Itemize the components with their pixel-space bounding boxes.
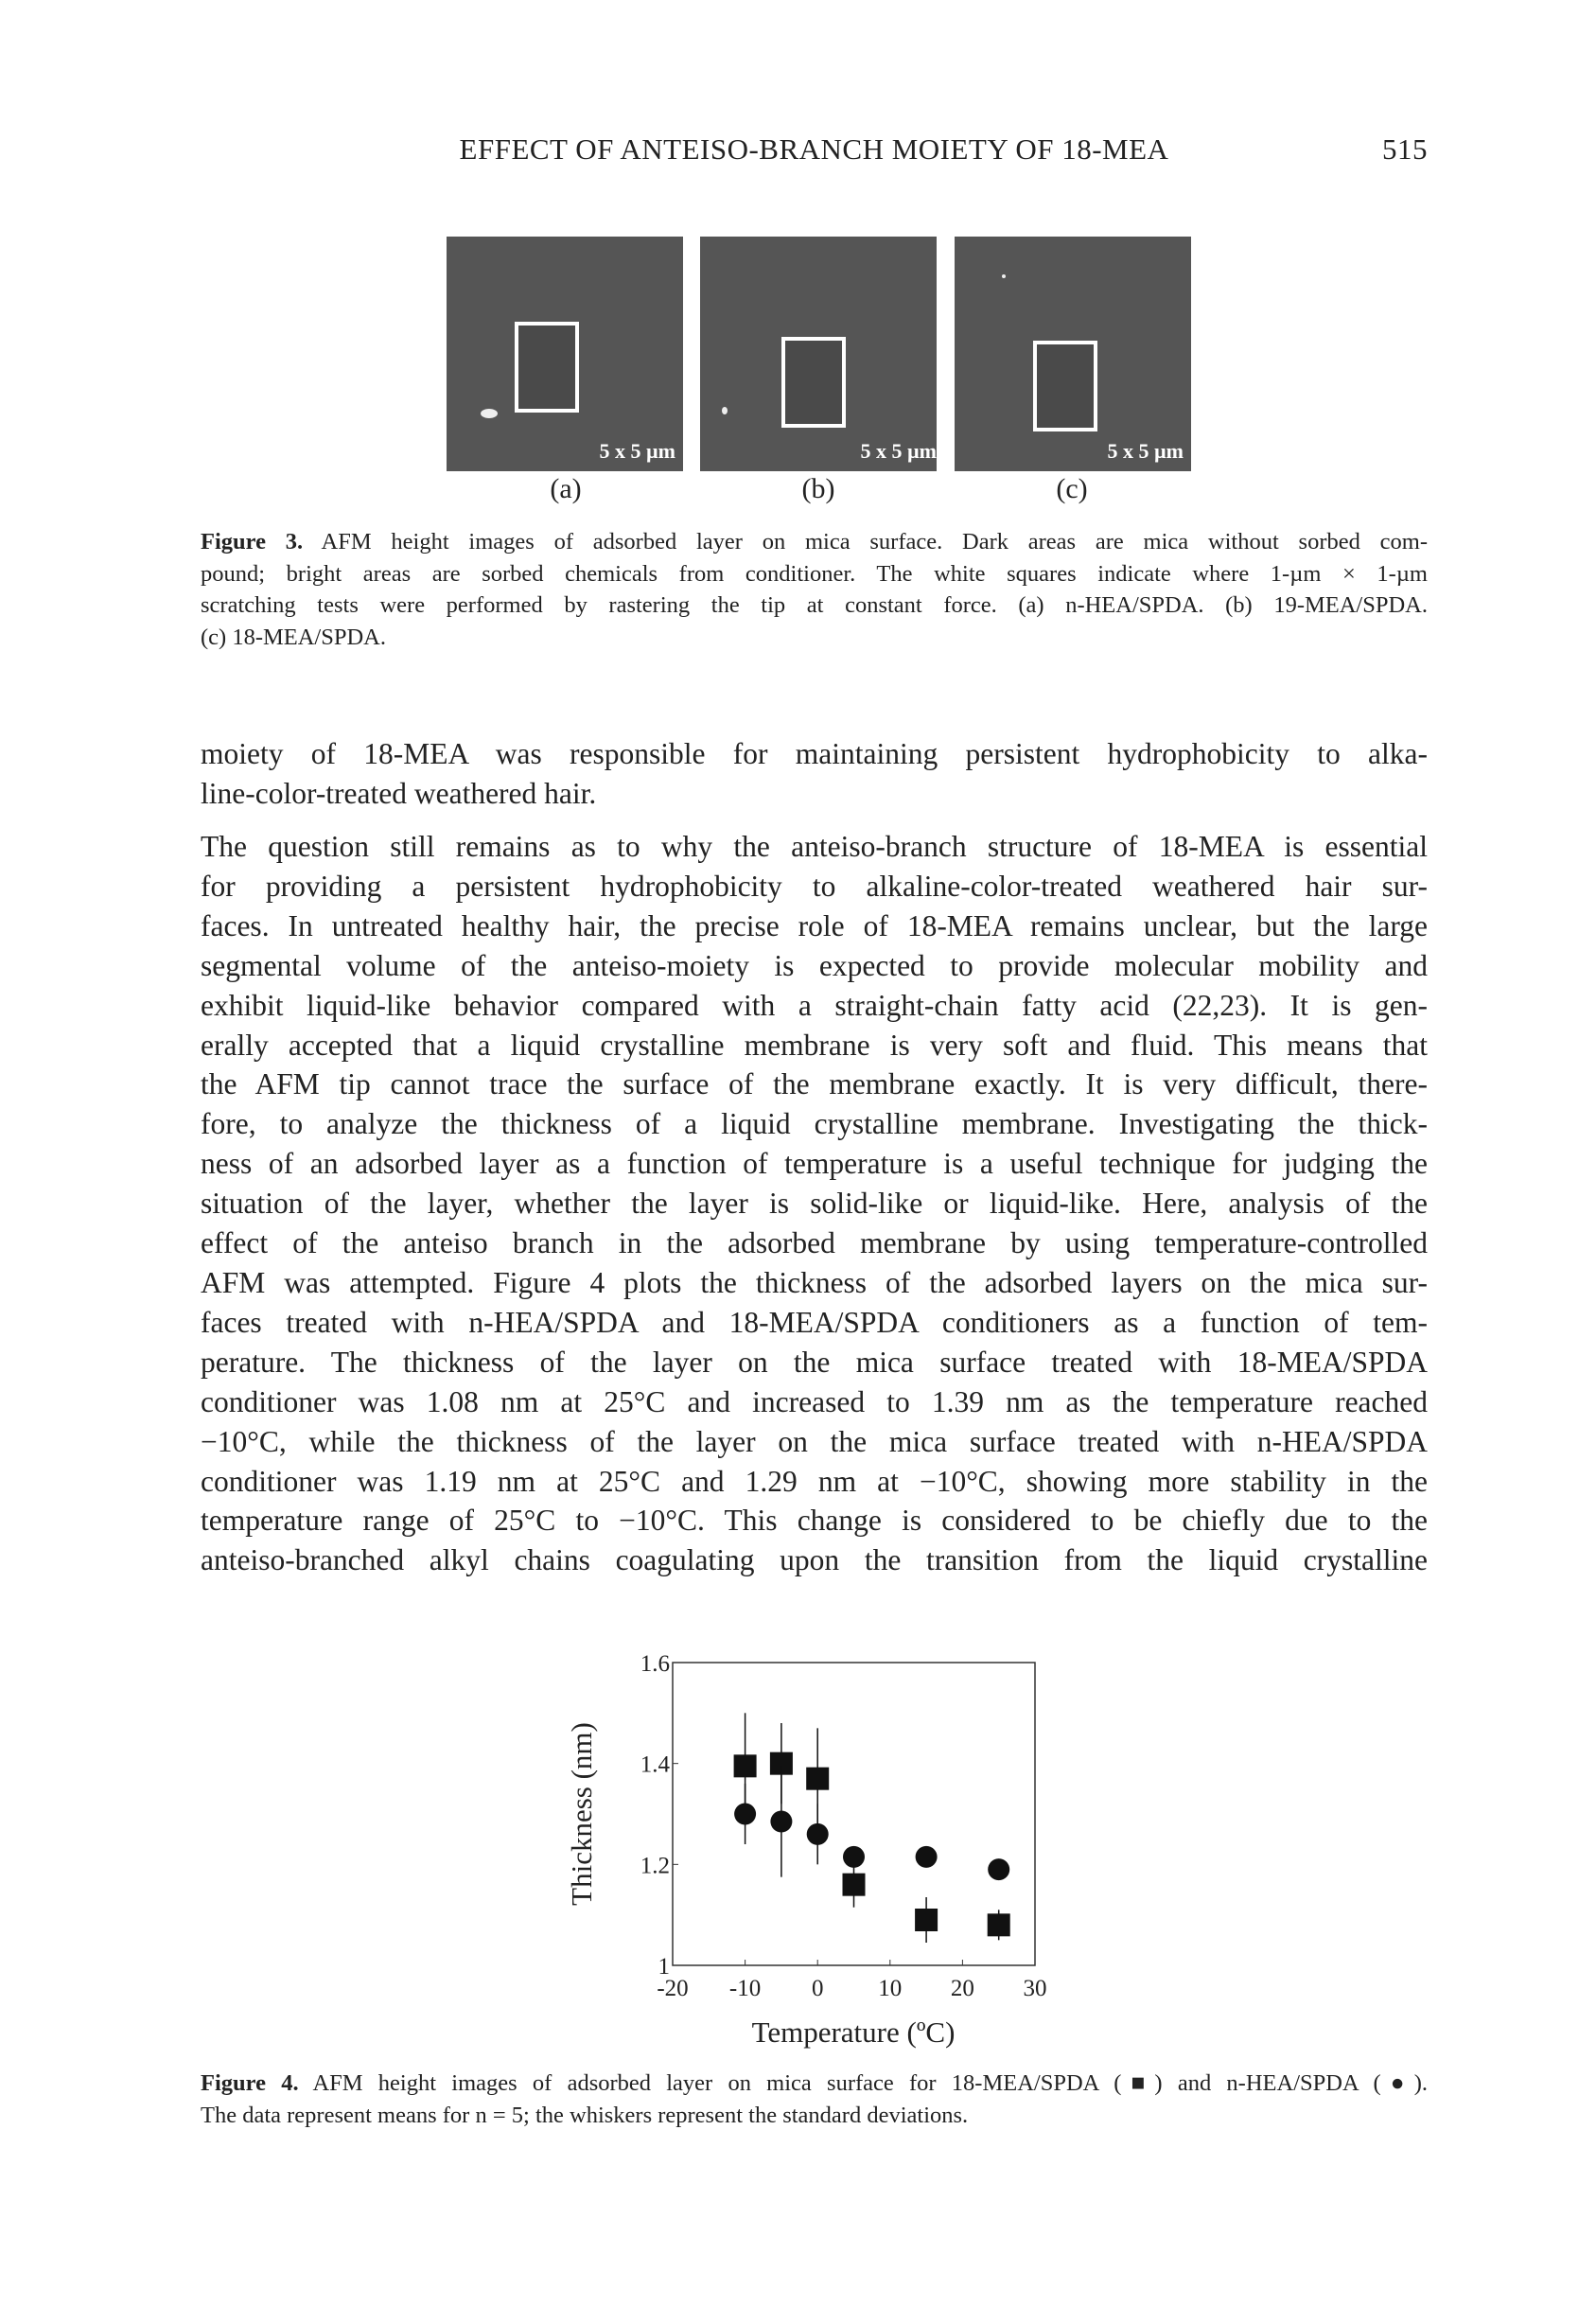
- text-line: temperature range of 25°C to −10°C. This change is considered to be chiefly due to the: [201, 1504, 1428, 1538]
- text-line: anteiso-branched alkyl chains coagulating upon the transition from the liquid crystalline: [201, 1543, 1428, 1577]
- caption-line: scratching tests were performed by rastering the tip at constant force. (a) n-HEA/SPDA. (b) 19-MEA/SPDA.: [201, 592, 1428, 619]
- text-line: conditioner was 1.08 nm at 25°C and increased to 1.39 nm as the temperature reached: [201, 1384, 1428, 1418]
- running-title: EFFECT OF ANTEISO-BRANCH MOIETY OF 18-MEA: [459, 132, 1169, 166]
- scale-label: 5 x 5 µm: [860, 439, 937, 463]
- text-line: situation of the layer, whether the layer is solid-like or liquid-like. Here, analysis of the: [201, 1187, 1428, 1221]
- bright-speck: [722, 407, 728, 414]
- data-point-circle: [988, 1858, 1009, 1880]
- paragraph-2: [201, 827, 1428, 1580]
- plot-frame: [673, 1663, 1035, 1965]
- panel-label-a: (a): [550, 473, 582, 504]
- caption-line: pound; bright areas are sorbed chemicals from conditioner. The white squares indicate where 1-µm × 1-µm: [201, 560, 1428, 587]
- x-tick-label: -20: [657, 1976, 689, 2001]
- caption-line: (c) 18-MEA/SPDA.: [201, 624, 386, 650]
- text-line: moiety of 18-MEA was responsible for maintaining persistent hydrophobicity to alka-: [201, 737, 1428, 770]
- scale-label: 5 x 5 µm: [599, 439, 675, 463]
- x-tick-label: 0: [811, 1976, 824, 2001]
- data-point-circle: [770, 1811, 792, 1833]
- bright-speck: [481, 409, 498, 418]
- text-line: segmental volume of the anteiso-moiety is expected to provide molecular mobility and: [201, 948, 1428, 982]
- caption-line: AFM height images of adsorbed layer on mica surface. Dark areas are mica without sorbed com-: [303, 529, 1428, 554]
- data-point-circle: [734, 1804, 756, 1825]
- paragraph-1: [201, 734, 1428, 814]
- text-line: AFM was attempted. Figure 4 plots the thickness of the adsorbed layers on the mica sur-: [201, 1265, 1428, 1299]
- data-point-square: [734, 1754, 757, 1777]
- afm-image-a: [447, 237, 683, 471]
- y-tick-label: 1: [658, 1954, 670, 1980]
- scratch-square: [781, 337, 846, 428]
- data-point-square: [915, 1909, 938, 1931]
- data-point-circle: [807, 1823, 829, 1845]
- y-tick-label: 1.4: [640, 1752, 670, 1778]
- text-line: faces treated with n-HEA/SPDA and 18-MEA/SPDA conditioners as a function of tem-: [201, 1305, 1428, 1339]
- x-axis-label: Temperature (ºC): [751, 2016, 956, 2049]
- y-axis-label: Thickness (nm): [565, 1722, 598, 1906]
- scale-label: 5 x 5 µm: [1107, 439, 1184, 463]
- data-point-square: [806, 1768, 829, 1790]
- data-point-circle: [843, 1846, 865, 1868]
- afm-image-b: [700, 237, 937, 471]
- figure4-caption: [201, 2068, 1428, 2131]
- caption-line: AFM height images of adsorbed layer on mica surface for 18-MEA/SPDA (■) and n-HEA/SPDA (●).: [298, 2070, 1428, 2096]
- text-line: line-color-treated weathered hair.: [201, 776, 597, 810]
- panel-label-b: (b): [801, 473, 835, 504]
- data-point-circle: [916, 1846, 938, 1868]
- x-tick-label: 10: [878, 1976, 903, 2001]
- scratch-square: [1033, 341, 1097, 431]
- text-line: perature. The thickness of the layer on the mica surface treated with 18-MEA/SPDA: [201, 1345, 1428, 1379]
- x-tick-label: -10: [728, 1976, 762, 2001]
- bright-speck: [1002, 274, 1006, 278]
- y-tick-label: 1.6: [640, 1651, 670, 1677]
- page-number: 515: [1382, 132, 1428, 166]
- data-point-square: [843, 1874, 866, 1896]
- afm-image-c: [955, 237, 1191, 471]
- x-tick-label: 30: [1023, 1976, 1047, 2001]
- data-point-square: [988, 1913, 1010, 1936]
- text-line: The question still remains as to why the anteiso-branch structure of 18-MEA is essential: [201, 830, 1428, 863]
- text-line: erally accepted that a liquid crystalline membrane is very soft and fluid. This means that: [201, 1028, 1428, 1062]
- scratch-square: [515, 322, 579, 413]
- text-line: exhibit liquid-like behavior compared with a straight-chain fatty acid (22,23). It is gen-: [201, 988, 1428, 1022]
- x-tick-label: 20: [950, 1976, 974, 2001]
- text-line: faces. In untreated healthy hair, the precise role of 18-MEA remains unclear, but the large: [201, 908, 1428, 942]
- text-line: ness of an adsorbed layer as a function of temperature is a useful technique for judging the: [201, 1147, 1428, 1181]
- y-tick-label: 1.2: [640, 1853, 670, 1879]
- caption-label: Figure 3.: [201, 529, 304, 554]
- text-line: fore, to analyze the thickness of a liquid crystalline membrane. Investigating the thick-: [201, 1107, 1428, 1141]
- text-line: for providing a persistent hydrophobicity to alkaline-color-treated weathered hair sur-: [201, 869, 1428, 903]
- thickness-vs-temperature-chart: [549, 1646, 1060, 2063]
- text-line: effect of the anteiso branch in the adsorbed membrane by using temperature-controlled: [201, 1226, 1428, 1260]
- panel-label-c: (c): [1056, 473, 1088, 504]
- text-line: conditioner was 1.19 nm at 25°C and 1.29 nm at −10°C, showing more stability in the: [201, 1464, 1428, 1498]
- text-line: −10°C, while the thickness of the layer on the mica surface treated with n-HEA/SPDA: [201, 1424, 1428, 1458]
- caption-line: The data represent means for n = 5; the whiskers represent the standard deviations.: [201, 2102, 969, 2128]
- caption-label: Figure 4.: [201, 2070, 299, 2096]
- figure3-caption: [201, 526, 1428, 653]
- text-line: the AFM tip cannot trace the surface of the membrane exactly. It is very difficult, there-: [201, 1067, 1428, 1101]
